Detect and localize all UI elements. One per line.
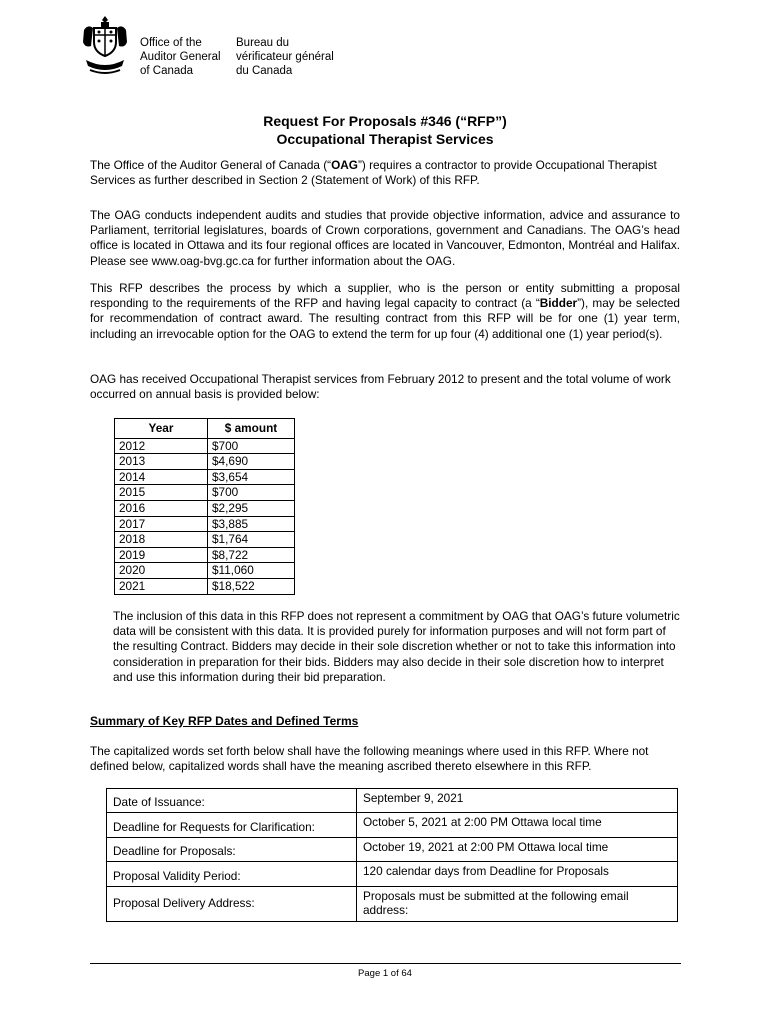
column-header-year: Year xyxy=(115,419,208,439)
amount-cell: $11,060 xyxy=(208,563,295,579)
org-fr-line: Bureau du xyxy=(236,37,290,49)
table-row xyxy=(115,563,295,579)
amount-cell: $4,690 xyxy=(208,454,295,470)
title-line-1: Request For Proposals #346 (“RFP”) xyxy=(263,113,507,129)
table-row xyxy=(115,500,295,516)
document-title xyxy=(0,112,770,148)
year-cell: 2014 xyxy=(115,469,208,485)
table-row xyxy=(115,454,295,470)
amount-cell: $700 xyxy=(208,485,295,501)
intro-paragraph xyxy=(90,158,680,188)
org-en-line: of Canada xyxy=(140,65,194,77)
table-header-row xyxy=(115,419,295,439)
year-cell: 2020 xyxy=(115,563,208,579)
table-row xyxy=(115,547,295,563)
org-name-french xyxy=(236,36,334,78)
footer-divider xyxy=(90,963,681,964)
year-cell: 2013 xyxy=(115,454,208,470)
org-en-line: Office of the xyxy=(140,37,202,49)
table-row xyxy=(115,532,295,548)
title-line-2: Occupational Therapist Services xyxy=(276,131,494,147)
term-label: Proposal Validity Period: xyxy=(107,862,357,887)
year-cell: 2017 xyxy=(115,516,208,532)
table-row xyxy=(107,887,678,922)
text-run: This RFP describes the process by which a supplier, who is the person or entity submitting a proposal responding to the requirements of the RFP and having legal capacity to contract (a “ xyxy=(90,281,680,311)
org-name-english xyxy=(140,36,221,78)
org-fr-line: du Canada xyxy=(236,65,293,77)
government-coat-of-arms-icon xyxy=(80,14,130,78)
org-fr-line: vérificateur général xyxy=(236,51,334,63)
defined-term-bidder: Bidder xyxy=(539,296,578,311)
term-label: Deadline for Requests for Clarification: xyxy=(107,813,357,838)
year-cell: 2015 xyxy=(115,485,208,501)
org-en-line: Auditor General xyxy=(140,51,221,63)
table-row xyxy=(107,813,678,838)
term-label: Date of Issuance: xyxy=(107,789,357,813)
table-row xyxy=(107,838,678,862)
table-row xyxy=(107,862,678,887)
rfp-process-paragraph xyxy=(90,281,680,342)
amount-cell: $18,522 xyxy=(208,578,295,594)
table-row xyxy=(115,485,295,501)
amount-cell: $3,654 xyxy=(208,469,295,485)
page-number: Page 1 of 64 xyxy=(358,968,412,979)
year-cell: 2012 xyxy=(115,438,208,454)
year-cell: 2018 xyxy=(115,532,208,548)
table-row xyxy=(115,438,295,454)
summary-section-heading: Summary of Key RFP Dates and Defined Terms xyxy=(90,714,359,728)
data-disclaimer-paragraph: The inclusion of this data in this RFP does not represent a commitment by OAG that OAG’s future volumetric data will be consistent with this data. It is provided purely for information purposes and will not form part of the resulting Contract. Bidders may decide in their sole discretion whether or not to take this information into consideration in preparation for their bids. Bidders may also decide in their sole discretion how to interpret and use this information during their bid preparation. xyxy=(113,609,680,684)
amount-cell: $2,295 xyxy=(208,500,295,516)
table-row xyxy=(107,789,678,813)
term-value: 120 calendar days from Deadline for Proposals xyxy=(357,862,678,887)
amount-cell: $700 xyxy=(208,438,295,454)
volume-intro-paragraph: OAG has received Occupational Therapist services from February 2012 to present and the total volume of work occurred on annual basis is provided below: xyxy=(90,372,671,402)
year-cell: 2019 xyxy=(115,547,208,563)
year-cell: 2016 xyxy=(115,500,208,516)
text-run: ”) requires a contractor to provide Occupational Therapist Services as further described in Section 2 (Statement of Work) of this RFP. xyxy=(90,158,657,188)
defined-term-oag: OAG xyxy=(331,158,358,172)
amount-cell: $8,722 xyxy=(208,547,295,563)
table-row xyxy=(115,578,295,594)
amount-cell: $1,764 xyxy=(208,532,295,548)
column-header-amount: $ amount xyxy=(208,419,295,439)
term-value: October 5, 2021 at 2:00 PM Ottawa local time xyxy=(357,813,678,838)
term-value: October 19, 2021 at 2:00 PM Ottawa local time xyxy=(357,838,678,862)
year-cell: 2021 xyxy=(115,578,208,594)
term-label: Proposal Delivery Address: xyxy=(107,887,357,922)
table-row xyxy=(115,469,295,485)
text-run: ”), may be selected for recommendation of contract award. The resulting contract from this RFP will be for one (1) year term, including an irrevocable option for the OAG to extend the term for up four (4) additional one (1) year period(s). xyxy=(90,296,680,341)
term-value: September 9, 2021 xyxy=(357,789,678,813)
defined-terms-paragraph: The capitalized words set forth below shall have the following meanings where used in this RFP. Where not defined below, capitalized words shall have the meaning ascribed thereto elsewhere in this RFP. xyxy=(90,744,649,774)
amount-cell: $3,885 xyxy=(208,516,295,532)
text-run: The Office of the Auditor General of Canada (“ xyxy=(90,158,332,172)
term-label: Deadline for Proposals: xyxy=(107,838,357,862)
about-oag-paragraph: The OAG conducts independent audits and studies that provide objective information, advice and assurance to Parliament, territorial legislatures, boards of Crown corporations, government and Canadians. The OAG’s head office is located in Ottawa and its four regional offices are located in Vancouver, Edmonton, Montréal and Halifax. Please see www.oag-bvg.gc.ca for further information about the OAG. xyxy=(90,208,680,268)
key-dates-table xyxy=(106,788,678,922)
term-value: Proposals must be submitted at the following email address: xyxy=(357,887,678,922)
annual-amounts-table xyxy=(114,418,295,595)
table-row xyxy=(115,516,295,532)
